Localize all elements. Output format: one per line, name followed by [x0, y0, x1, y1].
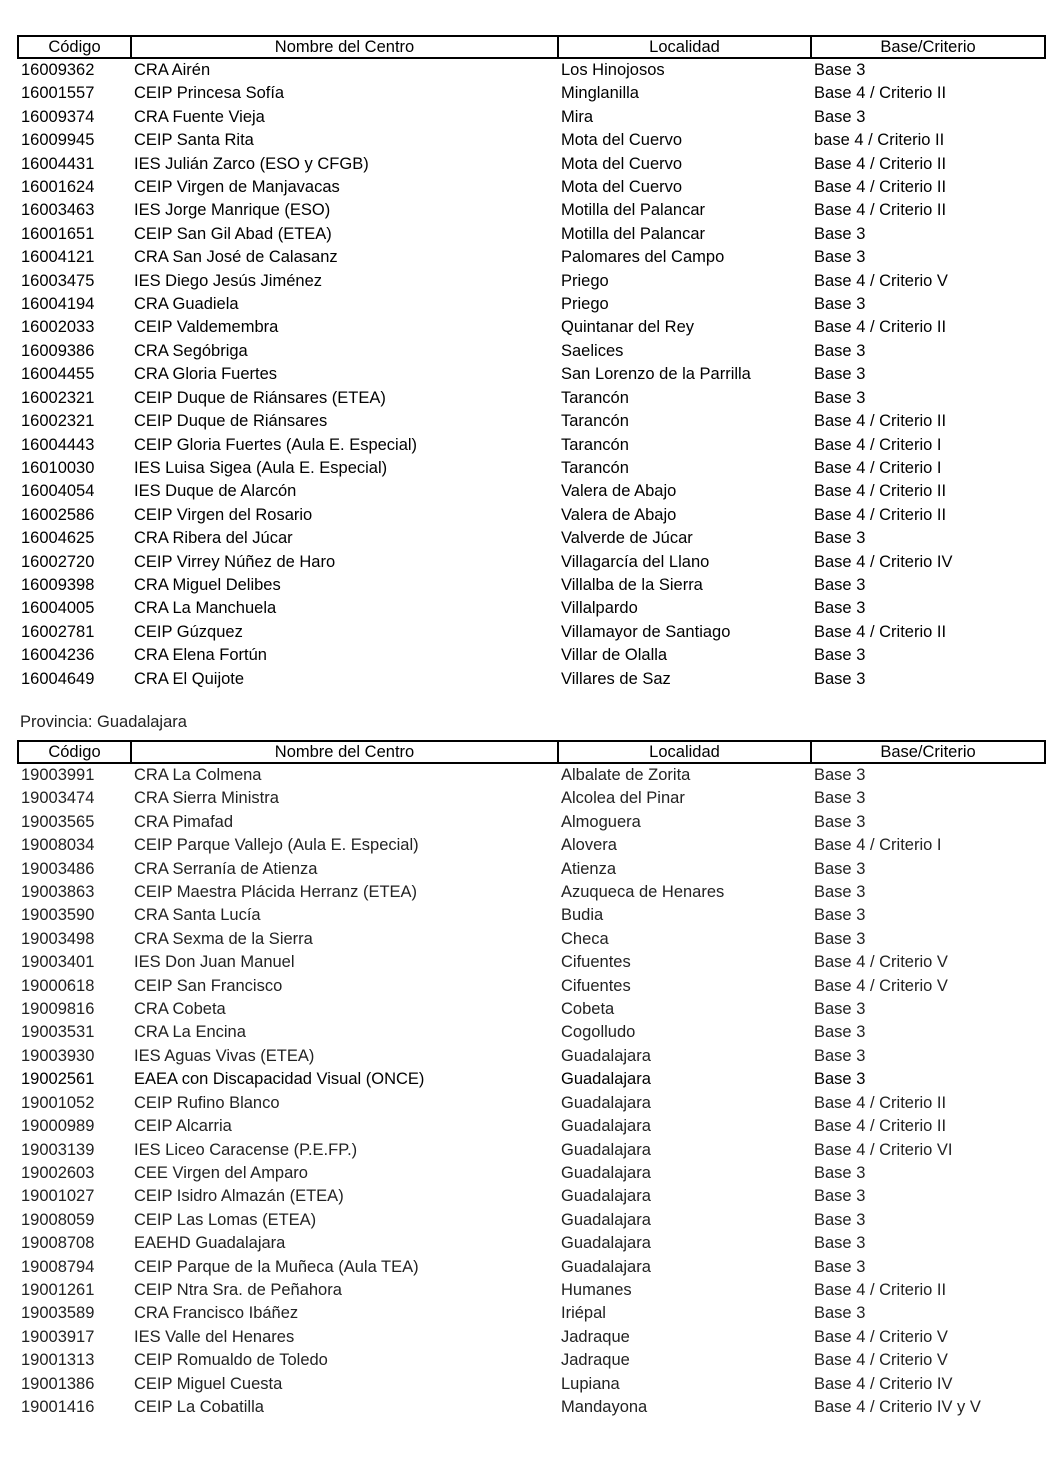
- cell-localidad: Villar de Olalla: [561, 646, 668, 665]
- cell-base: Base 4 / Criterio V: [814, 953, 948, 972]
- cell-localidad: Budia: [561, 906, 604, 925]
- cell-nombre: CRA Guadiela: [134, 295, 239, 314]
- header-localidad: Localidad: [558, 741, 811, 763]
- cell-localidad: Guadalajara: [561, 1257, 651, 1276]
- cell-localidad: Priego: [561, 295, 609, 314]
- cell-codigo: 16009386: [21, 341, 95, 360]
- cell-localidad: Guadalajara: [561, 1046, 651, 1065]
- table-row: [18, 1373, 1045, 1396]
- cell-localidad: Almoguera: [561, 812, 641, 831]
- cell-codigo: 19002561: [21, 1070, 95, 1089]
- cell-codigo: 16010030: [21, 458, 95, 477]
- header-codigo: Código: [18, 741, 131, 763]
- cell-nombre: CEIP La Cobatilla: [134, 1397, 264, 1416]
- cell-localidad: Lupiana: [561, 1374, 620, 1393]
- cell-nombre: CEIP Valdemembra: [134, 318, 279, 337]
- table-row: [18, 998, 1045, 1021]
- cell-localidad: Mandayona: [561, 1397, 648, 1416]
- cell-codigo: 16009945: [21, 131, 95, 150]
- table-row: [18, 480, 1045, 503]
- table-row: [18, 1139, 1045, 1162]
- cell-base: Base 3: [814, 1234, 866, 1253]
- cell-base: Base 4 / Criterio II: [814, 1117, 947, 1136]
- table-row: [18, 106, 1045, 129]
- cell-codigo: 16002321: [21, 388, 95, 407]
- cell-nombre: CRA Ribera del Júcar: [134, 529, 293, 548]
- table-row: [18, 1115, 1045, 1138]
- table-row: [18, 293, 1045, 316]
- cell-localidad: Villamayor de Santiago: [561, 622, 731, 641]
- cell-nombre: IES Aguas Vivas (ETEA): [134, 1046, 315, 1065]
- cell-localidad: Tarancón: [561, 435, 629, 454]
- header-base: Base/Criterio: [811, 741, 1045, 763]
- cell-nombre: CEIP Gloria Fuertes (Aula E. Especial): [134, 435, 418, 454]
- cell-codigo: 16001624: [21, 178, 95, 197]
- cell-localidad: Cogolludo: [561, 1023, 636, 1042]
- cell-codigo: 16004625: [21, 529, 95, 548]
- cell-codigo: 19003991: [21, 766, 95, 784]
- cell-base: Base 4 / Criterio II: [814, 505, 947, 524]
- cell-codigo: 19008794: [21, 1257, 95, 1276]
- cell-base: Base 4 / Criterio II: [814, 1093, 947, 1112]
- table-row: [18, 457, 1045, 480]
- cell-localidad: Tarancón: [561, 412, 629, 431]
- cell-codigo: 19003531: [21, 1023, 95, 1042]
- cell-codigo: 19008708: [21, 1234, 95, 1253]
- cell-nombre: CRA Elena Fortún: [134, 646, 267, 665]
- cell-base: Base 3: [814, 859, 866, 878]
- cell-localidad: Tarancón: [561, 458, 629, 477]
- cell-localidad: Valverde de Júcar: [561, 529, 693, 548]
- table-row: [18, 1068, 1045, 1091]
- cell-localidad: Palomares del Campo: [561, 248, 725, 267]
- cell-nombre: IES Liceo Caracense (P.E.FP.): [134, 1140, 358, 1159]
- cell-localidad: Quintanar del Rey: [561, 318, 694, 337]
- cell-nombre: CRA San José de Calasanz: [134, 248, 338, 267]
- cell-codigo: 16003463: [21, 201, 95, 220]
- cell-nombre: IES Jorge Manrique (ESO): [134, 201, 331, 220]
- cell-codigo: 16002781: [21, 622, 95, 641]
- cell-base: Base 3: [814, 341, 866, 360]
- cell-base: Base 3: [814, 1187, 866, 1206]
- cell-codigo: 16002033: [21, 318, 95, 337]
- cell-codigo: 16004443: [21, 435, 95, 454]
- cell-localidad: Villagarcía del Llano: [561, 552, 710, 571]
- cell-nombre: CRA Francisco Ibáñez: [134, 1304, 299, 1323]
- cell-codigo: 19003917: [21, 1327, 95, 1346]
- cell-base: Base 4 / Criterio IV: [814, 1374, 953, 1393]
- table-row: [18, 363, 1045, 386]
- table-row: [18, 1232, 1045, 1255]
- cell-base: Base 4 / Criterio VI: [814, 1140, 953, 1159]
- cell-codigo: 16004649: [21, 669, 95, 688]
- cell-base: Base 3: [814, 107, 866, 126]
- cell-codigo: 16004005: [21, 599, 95, 618]
- cell-nombre: CRA Airén: [134, 61, 211, 79]
- cell-base: Base 3: [814, 766, 866, 784]
- cell-nombre: CRA Cobeta: [134, 1000, 226, 1019]
- cell-localidad: Alovera: [561, 836, 617, 855]
- cell-localidad: San Lorenzo de la Parrilla: [561, 365, 751, 384]
- cell-base: Base 4 / Criterio IV: [814, 552, 953, 571]
- cell-nombre: CRA Fuente Vieja: [134, 107, 265, 126]
- cell-nombre: CRA Sexma de la Sierra: [134, 929, 313, 948]
- header-codigo: Código: [18, 36, 131, 58]
- cell-nombre: CEIP Princesa Sofía: [134, 84, 285, 103]
- cell-base: Base 4 / Criterio I: [814, 435, 942, 454]
- cell-nombre: CEIP Virgen de Manjavacas: [134, 178, 340, 197]
- cell-base: Base 3: [814, 1210, 866, 1229]
- cell-base: Base 4 / Criterio V: [814, 976, 948, 995]
- table-row: [18, 858, 1045, 881]
- table-row: [18, 763, 1045, 787]
- cell-codigo: 19000618: [21, 976, 95, 995]
- table-row: [18, 129, 1045, 152]
- table-row: [18, 176, 1045, 199]
- cell-nombre: CEIP Ntra Sra. de Peñahora: [134, 1280, 342, 1299]
- cell-localidad: Jadraque: [561, 1351, 630, 1370]
- cell-nombre: CEIP Rufino Blanco: [134, 1093, 280, 1112]
- table-row: [18, 1185, 1045, 1208]
- table-row: [18, 223, 1045, 246]
- table-row: [18, 621, 1045, 644]
- cell-nombre: CRA Miguel Delibes: [134, 575, 281, 594]
- cell-localidad: Azuqueca de Henares: [561, 883, 725, 902]
- cell-localidad: Tarancón: [561, 388, 629, 407]
- cell-nombre: CRA Serranía de Atienza: [134, 859, 318, 878]
- cell-localidad: Atienza: [561, 859, 617, 878]
- cell-base: Base 4 / Criterio II: [814, 1280, 947, 1299]
- cell-base: Base 4 / Criterio II: [814, 201, 947, 220]
- cell-nombre: CRA Gloria Fuertes: [134, 365, 278, 384]
- cell-nombre: CEIP Parque Vallejo (Aula E. Especial): [134, 836, 419, 855]
- table-row: [18, 668, 1045, 691]
- cell-base: Base 3: [814, 883, 866, 902]
- table-row: [18, 1209, 1045, 1232]
- cell-base: Base 3: [814, 224, 866, 243]
- cell-codigo: 19003930: [21, 1046, 95, 1065]
- cell-codigo: 19003589: [21, 1304, 95, 1323]
- cell-nombre: CEIP Isidro Almazán (ETEA): [134, 1187, 344, 1206]
- cell-base: Base 4 / Criterio II: [814, 622, 947, 641]
- cell-nombre: CRA La Manchuela: [134, 599, 277, 618]
- table-row: [18, 504, 1045, 527]
- cell-codigo: 19003401: [21, 953, 95, 972]
- cell-localidad: Mira: [561, 107, 594, 126]
- cell-localidad: Motilla del Palancar: [561, 224, 705, 243]
- cell-localidad: Motilla del Palancar: [561, 201, 705, 220]
- header-nombre: Nombre del Centro: [131, 36, 558, 58]
- table-row: [18, 1162, 1045, 1185]
- cell-base: Base 4 / Criterio II: [814, 154, 947, 173]
- cell-localidad: Mota del Cuervo: [561, 178, 683, 197]
- cell-codigo: 19000989: [21, 1117, 95, 1136]
- cell-codigo: 19003498: [21, 929, 95, 948]
- cell-nombre: CEIP San Francisco: [134, 976, 283, 995]
- table-row: [18, 82, 1045, 105]
- cell-base: Base 3: [814, 248, 866, 267]
- cell-codigo: 16009362: [21, 61, 95, 79]
- cell-nombre: CRA Pimafad: [134, 812, 234, 831]
- cell-codigo: 19001386: [21, 1374, 95, 1393]
- cell-localidad: Guadalajara: [561, 1117, 651, 1136]
- cell-codigo: 16001557: [21, 84, 95, 103]
- cell-base: Base 3: [814, 599, 866, 618]
- cell-localidad: Guadalajara: [561, 1070, 651, 1089]
- cell-nombre: IES Diego Jesús Jiménez: [134, 271, 323, 290]
- cell-localidad: Guadalajara: [561, 1163, 651, 1182]
- table-row: [18, 597, 1045, 620]
- cell-base: Base 4 / Criterio II: [814, 412, 947, 431]
- table-header: [18, 741, 1045, 763]
- cell-localidad: Guadalajara: [561, 1140, 651, 1159]
- cell-base: Base 3: [814, 1000, 866, 1019]
- cell-codigo: 16004455: [21, 365, 95, 384]
- cell-base: Base 3: [814, 61, 866, 79]
- cell-base: Base 4 / Criterio V: [814, 1327, 948, 1346]
- cell-nombre: CEIP Alcarria: [134, 1117, 232, 1136]
- cell-codigo: 19001313: [21, 1351, 95, 1370]
- cell-codigo: 19003565: [21, 812, 95, 831]
- cell-nombre: IES Valle del Henares: [134, 1327, 295, 1346]
- cell-codigo: 19001027: [21, 1187, 95, 1206]
- cell-codigo: 19008059: [21, 1210, 95, 1229]
- table-row: [18, 199, 1045, 222]
- header-base: Base/Criterio: [811, 36, 1045, 58]
- cell-nombre: EAEHD Guadalajara: [134, 1234, 286, 1253]
- cell-base: Base 3: [814, 669, 866, 688]
- cell-localidad: Villalpardo: [561, 599, 638, 618]
- table-body: [18, 58, 1045, 691]
- cell-base: base 4 / Criterio II: [814, 131, 945, 150]
- cell-codigo: 19001052: [21, 1093, 95, 1112]
- cell-codigo: 16009374: [21, 107, 95, 126]
- cell-codigo: 19001416: [21, 1397, 95, 1416]
- header-nombre: Nombre del Centro: [131, 741, 558, 763]
- table-row: [18, 1349, 1045, 1372]
- cell-nombre: CRA Segóbriga: [134, 341, 248, 360]
- table-row: [18, 1256, 1045, 1279]
- cell-nombre: IES Don Juan Manuel: [134, 953, 295, 972]
- cell-codigo: 19003139: [21, 1140, 95, 1159]
- cell-nombre: CEIP Santa Rita: [134, 131, 254, 150]
- table-row: [18, 551, 1045, 574]
- table-body: [18, 763, 1045, 1419]
- cell-base: Base 4 / Criterio I: [814, 458, 942, 477]
- cell-codigo: 19003474: [21, 789, 95, 808]
- cell-localidad: Jadraque: [561, 1327, 630, 1346]
- cell-codigo: 16003475: [21, 271, 95, 290]
- cell-nombre: CEIP Maestra Plácida Herranz (ETEA): [134, 883, 418, 902]
- cell-codigo: 19003486: [21, 859, 95, 878]
- cell-codigo: 19003863: [21, 883, 95, 902]
- cell-nombre: EAEA con Discapacidad Visual (ONCE): [134, 1070, 425, 1089]
- cell-base: Base 3: [814, 1070, 866, 1089]
- table-row: [18, 1326, 1045, 1349]
- cell-nombre: IES Duque de Alarcón: [134, 482, 297, 501]
- cell-localidad: Cifuentes: [561, 976, 631, 995]
- cell-base: Base 3: [814, 906, 866, 925]
- cell-codigo: 16002720: [21, 552, 95, 571]
- cell-localidad: Albalate de Zorita: [561, 766, 691, 784]
- table-row: [18, 904, 1045, 927]
- cell-localidad: Valera de Abajo: [561, 505, 677, 524]
- cell-codigo: 16004121: [21, 248, 95, 267]
- cell-localidad: Cobeta: [561, 1000, 615, 1019]
- table-row: [18, 834, 1045, 857]
- cell-localidad: Villalba de la Sierra: [561, 575, 703, 594]
- cell-nombre: CEIP Virgen del Rosario: [134, 505, 313, 524]
- cell-nombre: CRA Santa Lucía: [134, 906, 261, 925]
- cell-codigo: 16004194: [21, 295, 95, 314]
- table-row: [18, 1396, 1045, 1419]
- cell-codigo: 16009398: [21, 575, 95, 594]
- cell-base: Base 3: [814, 1304, 866, 1323]
- cell-codigo: 16001651: [21, 224, 95, 243]
- cell-base: Base 4 / Criterio II: [814, 482, 947, 501]
- cell-codigo: 16002321: [21, 412, 95, 431]
- cell-localidad: Saelices: [561, 341, 624, 360]
- cell-codigo: 19002603: [21, 1163, 95, 1182]
- cell-nombre: CEIP Duque de Riánsares: [134, 412, 328, 431]
- cell-nombre: CEIP Parque de la Muñeca (Aula TEA): [134, 1257, 419, 1276]
- table-header: [18, 36, 1045, 58]
- cell-base: Base 3: [814, 1023, 866, 1042]
- cell-localidad: Guadalajara: [561, 1234, 651, 1253]
- cell-base: Base 3: [814, 812, 866, 831]
- table-row: [18, 527, 1045, 550]
- cell-nombre: IES Luisa Sigea (Aula E. Especial): [134, 458, 388, 477]
- table-row: [18, 246, 1045, 269]
- table-row: [18, 387, 1045, 410]
- cell-codigo: 16004431: [21, 154, 95, 173]
- table-row: [18, 58, 1045, 82]
- cell-nombre: CRA La Colmena: [134, 766, 262, 784]
- cell-base: Base 3: [814, 295, 866, 314]
- cell-nombre: CEIP San Gil Abad (ETEA): [134, 224, 332, 243]
- cell-localidad: Villares de Saz: [561, 669, 671, 688]
- cell-nombre: IES Julián Zarco (ESO y CFGB): [134, 154, 369, 173]
- cell-localidad: Minglanilla: [561, 84, 639, 103]
- table-row: [18, 270, 1045, 293]
- cell-nombre: CEIP Miguel Cuesta: [134, 1374, 283, 1393]
- cell-nombre: CRA Sierra Ministra: [134, 789, 279, 808]
- cell-localidad: Valera de Abajo: [561, 482, 677, 501]
- table-row: [18, 928, 1045, 951]
- table-row: [18, 951, 1045, 974]
- cell-codigo: 16002586: [21, 505, 95, 524]
- table-row: [18, 1279, 1045, 1302]
- table-row: [18, 410, 1045, 433]
- cell-base: Base 3: [814, 1257, 866, 1276]
- cell-base: Base 3: [814, 929, 866, 948]
- cell-codigo: 19008034: [21, 836, 95, 855]
- cell-localidad: Mota del Cuervo: [561, 154, 683, 173]
- cell-nombre: CEIP Gúzquez: [134, 622, 243, 641]
- cell-codigo: 19003590: [21, 906, 95, 925]
- centers-table-guadalajara: [17, 740, 1046, 1419]
- table-row: [18, 975, 1045, 998]
- cell-localidad: Guadalajara: [561, 1210, 651, 1229]
- cell-base: Base 3: [814, 789, 866, 808]
- cell-base: Base 3: [814, 365, 866, 384]
- cell-base: Base 3: [814, 1163, 866, 1182]
- cell-codigo: 16004054: [21, 482, 95, 501]
- cell-base: Base 4 / Criterio V: [814, 271, 948, 290]
- cell-nombre: CEIP Duque de Riánsares (ETEA): [134, 388, 386, 407]
- cell-base: Base 4 / Criterio II: [814, 178, 947, 197]
- cell-localidad: Guadalajara: [561, 1187, 651, 1206]
- cell-base: Base 4 / Criterio IV y V: [814, 1397, 981, 1416]
- cell-codigo: 19009816: [21, 1000, 95, 1019]
- cell-nombre: CEIP Virrey Núñez de Haro: [134, 552, 336, 571]
- cell-nombre: CRA La Encina: [134, 1023, 246, 1042]
- cell-localidad: Priego: [561, 271, 609, 290]
- province-label: Provincia: Guadalajara: [20, 713, 187, 731]
- cell-base: Base 3: [814, 646, 866, 665]
- table-row: [18, 1092, 1045, 1115]
- cell-base: Base 3: [814, 575, 866, 594]
- centers-table-cuenca: [17, 35, 1046, 691]
- cell-localidad: Mota del Cuervo: [561, 131, 683, 150]
- cell-localidad: Los Hinojosos: [561, 61, 665, 79]
- cell-nombre: CEIP Romualdo de Toledo: [134, 1351, 328, 1370]
- cell-base: Base 4 / Criterio V: [814, 1351, 948, 1370]
- table-row: [18, 316, 1045, 339]
- cell-codigo: 16004236: [21, 646, 95, 665]
- table-row: [18, 574, 1045, 597]
- cell-localidad: Alcolea del Pinar: [561, 789, 685, 808]
- cell-nombre: CEE Virgen del Amparo: [134, 1163, 308, 1182]
- table-row: [18, 434, 1045, 457]
- cell-base: Base 4 / Criterio II: [814, 84, 947, 103]
- table-row: [18, 1045, 1045, 1068]
- header-localidad: Localidad: [558, 36, 811, 58]
- cell-localidad: Guadalajara: [561, 1093, 651, 1112]
- cell-nombre: CRA El Quijote: [134, 669, 245, 688]
- cell-base: Base 4 / Criterio I: [814, 836, 942, 855]
- table-row: [18, 811, 1045, 834]
- cell-localidad: Humanes: [561, 1280, 632, 1299]
- cell-nombre: CEIP Las Lomas (ETEA): [134, 1210, 317, 1229]
- table-row: [18, 1021, 1045, 1044]
- table-row: [18, 881, 1045, 904]
- cell-codigo: 19001261: [21, 1280, 95, 1299]
- cell-base: Base 4 / Criterio II: [814, 318, 947, 337]
- table-row: [18, 644, 1045, 667]
- cell-localidad: Checa: [561, 929, 609, 948]
- table-row: [18, 1302, 1045, 1325]
- cell-localidad: Iriépal: [561, 1304, 606, 1323]
- cell-localidad: Cifuentes: [561, 953, 631, 972]
- cell-base: Base 3: [814, 1046, 866, 1065]
- table-row: [18, 340, 1045, 363]
- table-row: [18, 787, 1045, 810]
- table-row: [18, 153, 1045, 176]
- cell-base: Base 3: [814, 388, 866, 407]
- cell-base: Base 3: [814, 529, 866, 548]
